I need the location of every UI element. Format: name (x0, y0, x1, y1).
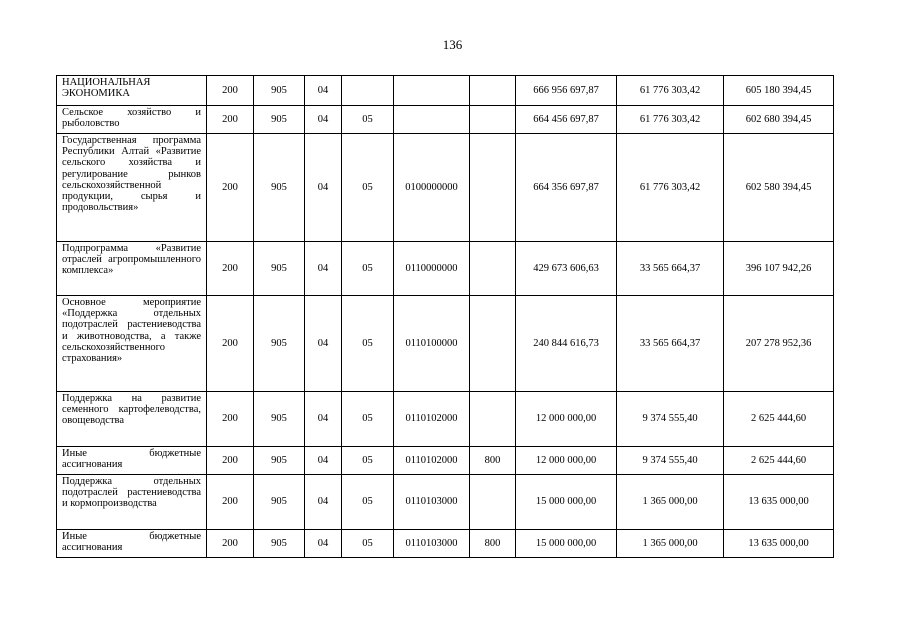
cell-amount-2: 61 776 303,42 (617, 134, 724, 242)
cell-column-2: 905 (254, 106, 305, 134)
cell-column-2: 905 (254, 242, 305, 296)
table-row (57, 242, 834, 296)
table-row (57, 134, 834, 242)
cell-column-6 (470, 392, 516, 447)
cell-column-5: 0110100000 (394, 296, 470, 392)
cell-amount-3: 13 635 000,00 (724, 530, 834, 558)
cell-amount-3: 605 180 394,45 (724, 76, 834, 106)
cell-column-2: 905 (254, 530, 305, 558)
table-row (57, 392, 834, 447)
cell-column-2: 905 (254, 392, 305, 447)
cell-column-1: 200 (207, 106, 254, 134)
cell-column-6 (470, 296, 516, 392)
cell-amount-3: 396 107 942,26 (724, 242, 834, 296)
cell-amount-3: 2 625 444,60 (724, 447, 834, 475)
cell-column-3: 04 (305, 530, 342, 558)
cell-amount-1: 15 000 000,00 (516, 475, 617, 530)
cell-column-3: 04 (305, 392, 342, 447)
table-row (57, 76, 834, 106)
cell-column-5: 0110102000 (394, 447, 470, 475)
row-name: НАЦИОНАЛЬНАЯ ЭКОНОМИКА (57, 76, 207, 106)
row-name: Иные бюджетные ассигнования (57, 447, 207, 475)
cell-amount-2: 61 776 303,42 (617, 76, 724, 106)
row-name: Поддержка на развитие семенного картофелеводства, овощеводства (57, 392, 207, 447)
cell-column-5: 0110103000 (394, 475, 470, 530)
cell-column-3: 04 (305, 134, 342, 242)
cell-column-5 (394, 76, 470, 106)
table-row (57, 296, 834, 392)
cell-amount-1: 664 456 697,87 (516, 106, 617, 134)
row-name: Основное мероприятие «Поддержка отдельных подотраслей растениеводства и животноводства, а также сельскохозяйственного страхования» (57, 296, 207, 392)
cell-column-5: 0110000000 (394, 242, 470, 296)
cell-column-4: 05 (342, 296, 394, 392)
row-name: Подпрограмма «Развитие отраслей агропромышленного комплекса» (57, 242, 207, 296)
cell-column-2: 905 (254, 76, 305, 106)
cell-amount-2: 1 365 000,00 (617, 475, 724, 530)
cell-amount-2: 33 565 664,37 (617, 242, 724, 296)
row-name: Иные бюджетные ассигнования (57, 530, 207, 558)
cell-amount-1: 664 356 697,87 (516, 134, 617, 242)
row-name: Сельское хозяйство и рыболовство (57, 106, 207, 134)
cell-column-4: 05 (342, 106, 394, 134)
cell-column-1: 200 (207, 530, 254, 558)
cell-column-3: 04 (305, 76, 342, 106)
cell-column-6 (470, 242, 516, 296)
cell-column-1: 200 (207, 475, 254, 530)
row-name: Поддержка отдельных подотраслей растениеводства и кормопроизводства (57, 475, 207, 530)
cell-column-4: 05 (342, 447, 394, 475)
cell-column-2: 905 (254, 475, 305, 530)
table-row (57, 530, 834, 558)
table-row (57, 447, 834, 475)
cell-column-6 (470, 106, 516, 134)
cell-column-4: 05 (342, 475, 394, 530)
cell-column-1: 200 (207, 392, 254, 447)
cell-column-6: 800 (470, 447, 516, 475)
cell-column-3: 04 (305, 106, 342, 134)
cell-amount-2: 33 565 664,37 (617, 296, 724, 392)
cell-column-3: 04 (305, 296, 342, 392)
cell-amount-1: 12 000 000,00 (516, 447, 617, 475)
cell-column-3: 04 (305, 447, 342, 475)
cell-column-3: 04 (305, 475, 342, 530)
cell-column-2: 905 (254, 134, 305, 242)
cell-column-5 (394, 106, 470, 134)
cell-column-5: 0110102000 (394, 392, 470, 447)
cell-column-1: 200 (207, 76, 254, 106)
cell-column-1: 200 (207, 296, 254, 392)
cell-amount-1: 666 956 697,87 (516, 76, 617, 106)
cell-column-1: 200 (207, 242, 254, 296)
cell-amount-2: 61 776 303,42 (617, 106, 724, 134)
cell-amount-2: 1 365 000,00 (617, 530, 724, 558)
cell-amount-1: 240 844 616,73 (516, 296, 617, 392)
cell-amount-3: 2 625 444,60 (724, 392, 834, 447)
cell-column-4: 05 (342, 242, 394, 296)
cell-amount-3: 602 680 394,45 (724, 106, 834, 134)
cell-column-5: 0100000000 (394, 134, 470, 242)
cell-column-5: 0110103000 (394, 530, 470, 558)
cell-column-4: 05 (342, 134, 394, 242)
cell-column-1: 200 (207, 134, 254, 242)
cell-column-6 (470, 134, 516, 242)
budget-table (56, 75, 834, 558)
cell-column-3: 04 (305, 242, 342, 296)
table-row (57, 475, 834, 530)
row-name: Государственная программа Республики Алтай «Развитие сельского хозяйства и регулирование рынков сельскохозяйственной продукции, сырья и продовольствия» (57, 134, 207, 242)
cell-amount-3: 602 580 394,45 (724, 134, 834, 242)
cell-column-2: 905 (254, 296, 305, 392)
page-number: 136 (442, 37, 463, 52)
cell-column-6: 800 (470, 530, 516, 558)
cell-column-4 (342, 76, 394, 106)
cell-amount-1: 429 673 606,63 (516, 242, 617, 296)
cell-column-1: 200 (207, 447, 254, 475)
cell-column-2: 905 (254, 447, 305, 475)
cell-amount-1: 12 000 000,00 (516, 392, 617, 447)
cell-column-4: 05 (342, 392, 394, 447)
cell-amount-2: 9 374 555,40 (617, 392, 724, 447)
table-row (57, 106, 834, 134)
cell-column-6 (470, 475, 516, 530)
cell-column-6 (470, 76, 516, 106)
cell-amount-3: 207 278 952,36 (724, 296, 834, 392)
cell-column-4: 05 (342, 530, 394, 558)
cell-amount-1: 15 000 000,00 (516, 530, 617, 558)
cell-amount-2: 9 374 555,40 (617, 447, 724, 475)
cell-amount-3: 13 635 000,00 (724, 475, 834, 530)
